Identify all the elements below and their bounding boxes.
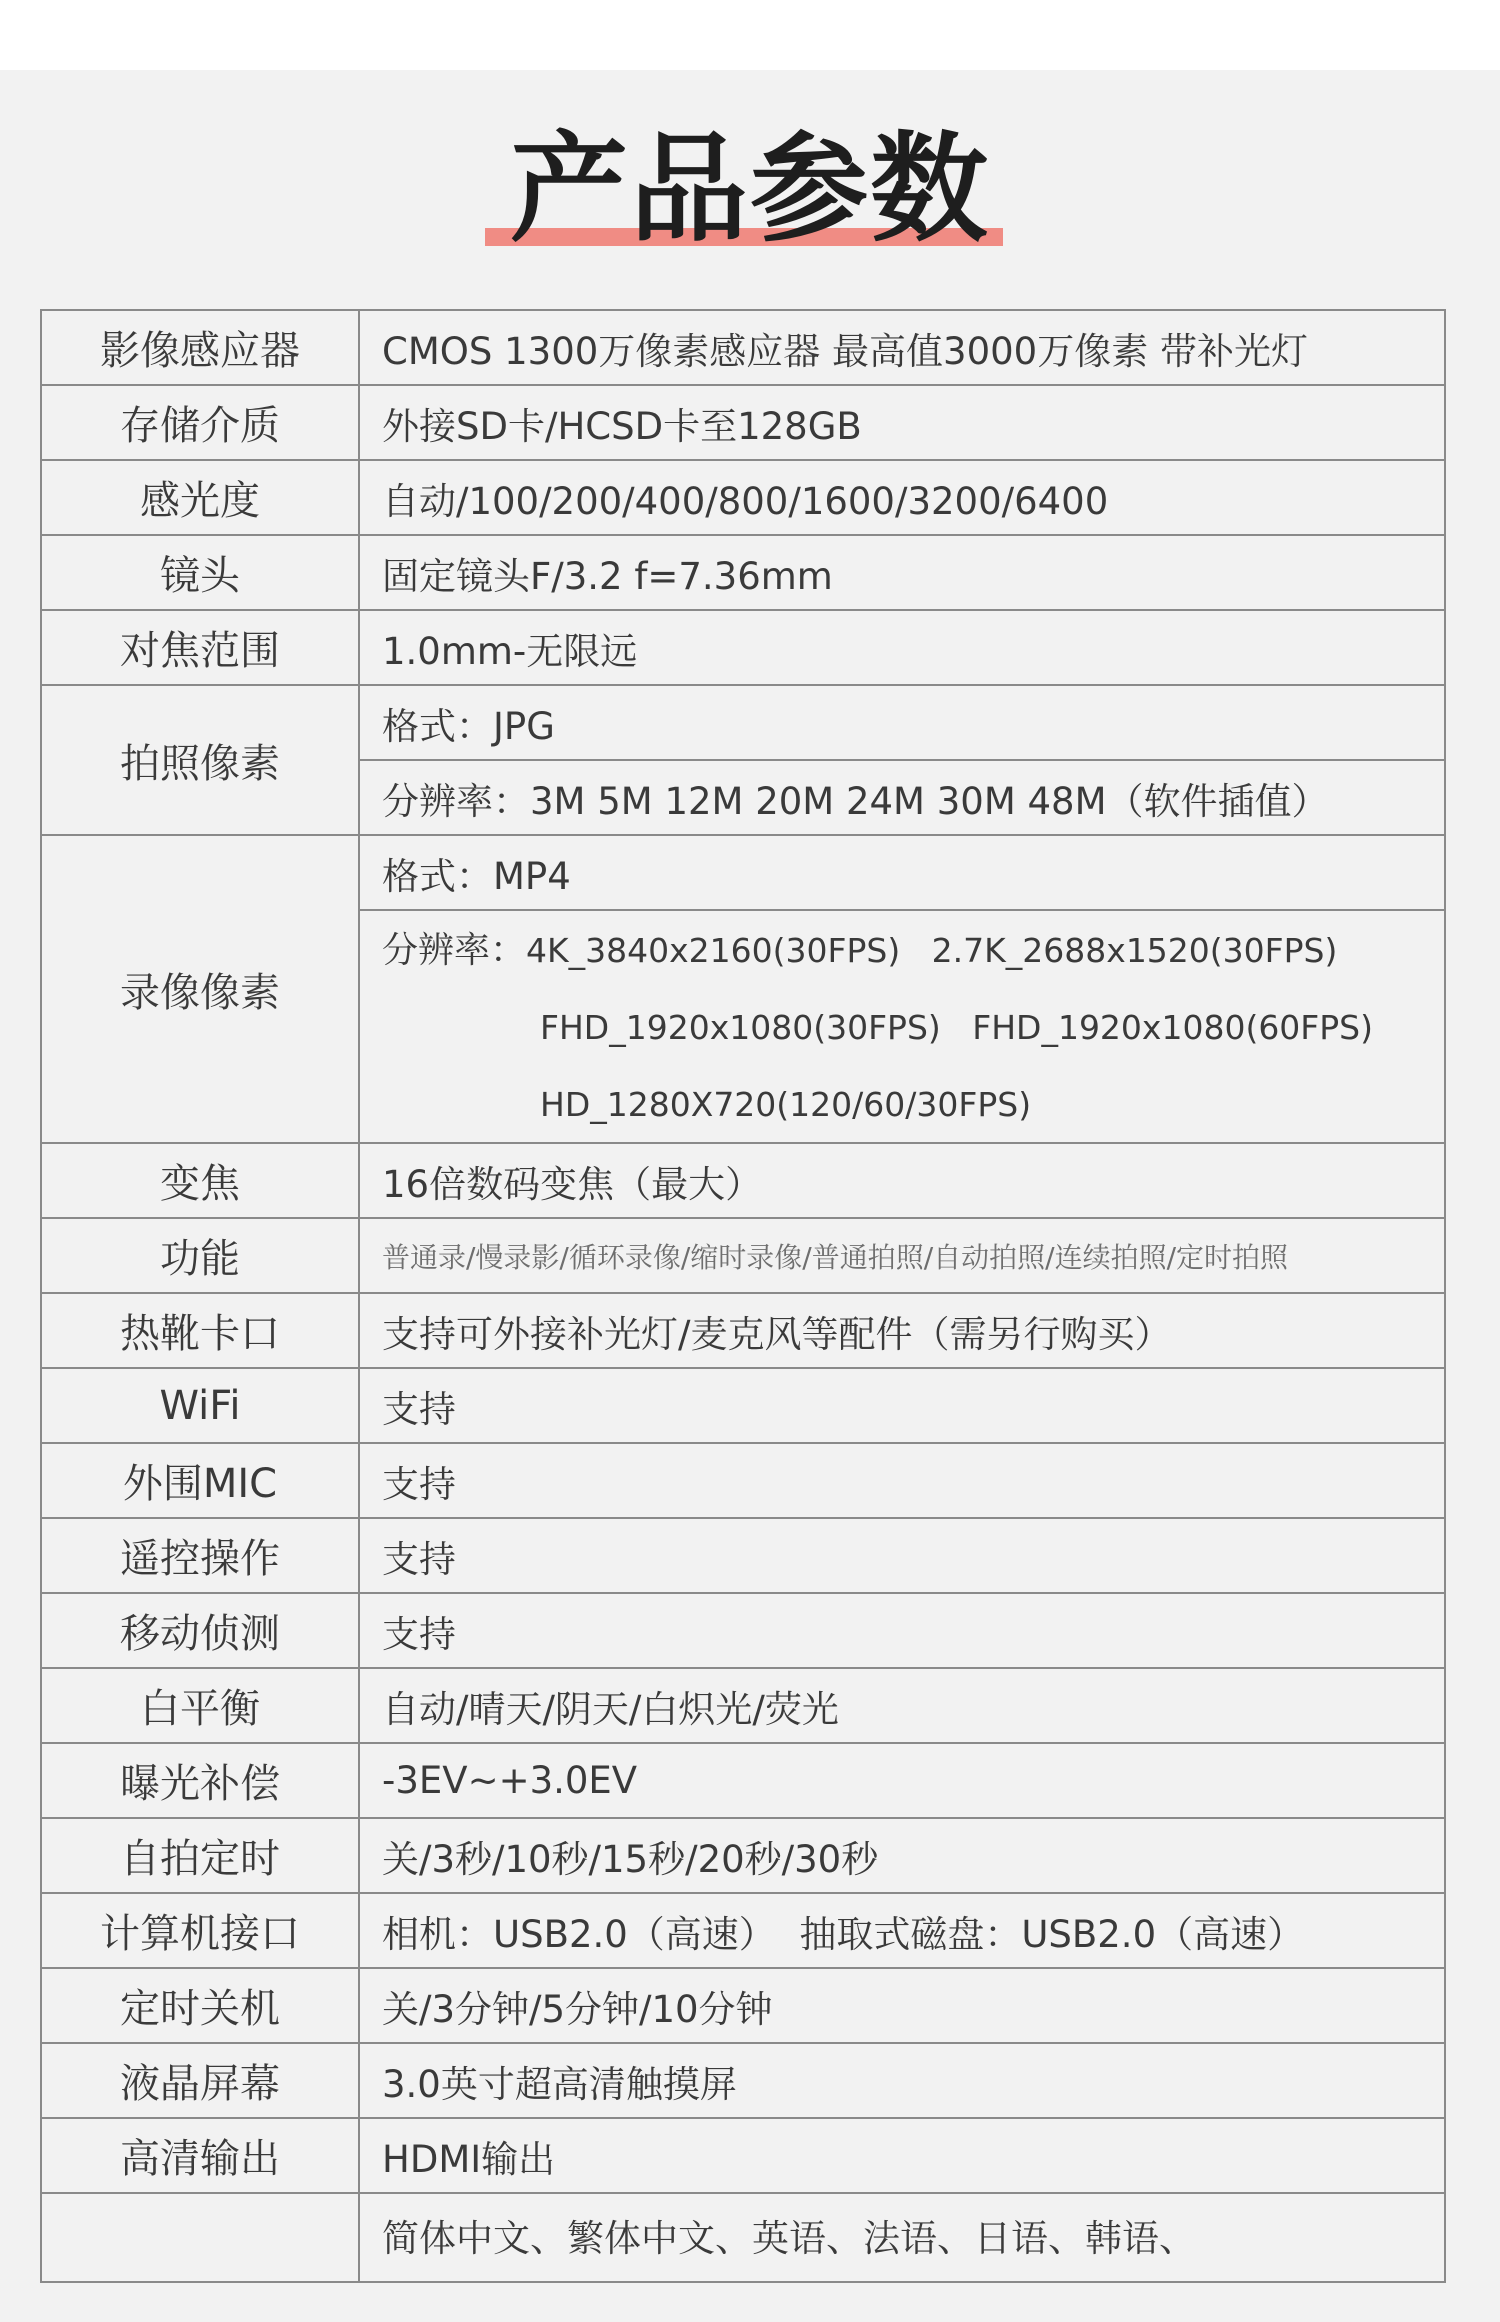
spec-value-video-resolution bbox=[359, 910, 1445, 1143]
table-row bbox=[41, 1668, 1445, 1743]
table-row bbox=[41, 2043, 1445, 2118]
spec-value: 关/3分钟/5分钟/10分钟 bbox=[359, 1968, 1445, 2043]
spec-label: 变焦 bbox=[41, 1143, 359, 1218]
table-row bbox=[41, 610, 1445, 685]
spec-value-photo-format: 格式：JPG bbox=[359, 685, 1445, 760]
spec-label-truncated bbox=[41, 2193, 359, 2282]
spec-value: 自动/100/200/400/800/1600/3200/6400 bbox=[359, 460, 1445, 535]
spec-value: -3EV~+3.0EV bbox=[359, 1743, 1445, 1818]
table-row bbox=[41, 1218, 1445, 1293]
spec-label: 白平衡 bbox=[41, 1668, 359, 1743]
spec-label: 曝光补偿 bbox=[41, 1743, 359, 1818]
spec-value: 支持 bbox=[359, 1518, 1445, 1593]
spec-value: 支持可外接补光灯/麦克风等配件（需另行购买） bbox=[359, 1293, 1445, 1368]
spec-label: 移动侦测 bbox=[41, 1593, 359, 1668]
table-row bbox=[41, 1968, 1445, 2043]
spec-value: HDMI输出 bbox=[359, 2118, 1445, 2193]
spec-value: 外接SD卡/HCSD卡至128GB bbox=[359, 385, 1445, 460]
table-row bbox=[41, 1368, 1445, 1443]
spec-label: 计算机接口 bbox=[41, 1893, 359, 1968]
table-row bbox=[41, 310, 1445, 385]
spec-label: 感光度 bbox=[41, 460, 359, 535]
spec-value: 自动/晴天/阴天/白炽光/荧光 bbox=[359, 1668, 1445, 1743]
spec-value: 相机：USB2.0（高速） 抽取式磁盘：USB2.0（高速） bbox=[359, 1893, 1445, 1968]
table-row bbox=[41, 1893, 1445, 1968]
table-row bbox=[41, 2193, 1445, 2282]
spec-label-photo: 拍照像素 bbox=[41, 685, 359, 835]
spec-label: 功能 bbox=[41, 1218, 359, 1293]
table-row bbox=[41, 1518, 1445, 1593]
video-resolution-prefix: 分辨率： bbox=[382, 930, 527, 971]
spec-value: 简体中文、繁体中文、英语、法语、日语、韩语、 bbox=[359, 2193, 1445, 2282]
spec-label: 热靴卡口 bbox=[41, 1293, 359, 1368]
spec-label: 液晶屏幕 bbox=[41, 2043, 359, 2118]
spec-value: 支持 bbox=[359, 1443, 1445, 1518]
table-row bbox=[41, 1143, 1445, 1218]
spec-label: 对焦范围 bbox=[41, 610, 359, 685]
table-row bbox=[41, 685, 1445, 760]
spec-value: 关/3秒/10秒/15秒/20秒/30秒 bbox=[359, 1818, 1445, 1893]
spec-value: CMOS 1300万像素感应器 最高值3000万像素 带补光灯 bbox=[359, 310, 1445, 385]
spec-label: 外围MIC bbox=[41, 1443, 359, 1518]
spec-label: 自拍定时 bbox=[41, 1818, 359, 1893]
spec-label: 遥控操作 bbox=[41, 1518, 359, 1593]
spec-label: 定时关机 bbox=[41, 1968, 359, 2043]
video-resolution-line: HD_1280X720(120/60/30FPS) bbox=[540, 1085, 1032, 1124]
video-resolution-line: 4K_3840x2160(30FPS) 2.7K_2688x1520(30FPS) bbox=[526, 931, 1338, 970]
table-row bbox=[41, 1818, 1445, 1893]
table-row bbox=[41, 535, 1445, 610]
spec-value: 普通录/慢录影/循环录像/缩时录像/普通拍照/自动拍照/连续拍照/定时拍照 bbox=[359, 1218, 1445, 1293]
spec-value: 1.0mm-无限远 bbox=[359, 610, 1445, 685]
spec-table bbox=[40, 309, 1446, 2283]
table-row bbox=[41, 1593, 1445, 1668]
spec-label-video: 录像像素 bbox=[41, 835, 359, 1143]
spec-label: WiFi bbox=[41, 1368, 359, 1443]
table-row bbox=[41, 460, 1445, 535]
title-section bbox=[0, 70, 1500, 258]
table-row bbox=[41, 1443, 1445, 1518]
table-row bbox=[41, 835, 1445, 910]
table-row bbox=[41, 385, 1445, 460]
table-row bbox=[41, 1743, 1445, 1818]
spec-value: 3.0英寸超高清触摸屏 bbox=[359, 2043, 1445, 2118]
spec-label: 影像感应器 bbox=[41, 310, 359, 385]
table-row bbox=[41, 2118, 1445, 2193]
page-title: 产品参数 bbox=[509, 120, 990, 258]
spec-value: 支持 bbox=[359, 1593, 1445, 1668]
spec-value: 支持 bbox=[359, 1368, 1445, 1443]
spec-value-photo-resolution: 分辨率：3M 5M 12M 20M 24M 30M 48M（软件插值） bbox=[359, 760, 1445, 835]
spec-value: 固定镜头F/3.2 f=7.36mm bbox=[359, 535, 1445, 610]
video-resolution-line: FHD_1920x1080(30FPS) FHD_1920x1080(60FPS) bbox=[540, 1008, 1374, 1047]
table-row bbox=[41, 1293, 1445, 1368]
spec-value-video-format: 格式：MP4 bbox=[359, 835, 1445, 910]
spec-value: 16倍数码变焦（最大） bbox=[359, 1143, 1445, 1218]
spec-label: 存储介质 bbox=[41, 385, 359, 460]
spec-label: 高清输出 bbox=[41, 2118, 359, 2193]
spec-label: 镜头 bbox=[41, 535, 359, 610]
